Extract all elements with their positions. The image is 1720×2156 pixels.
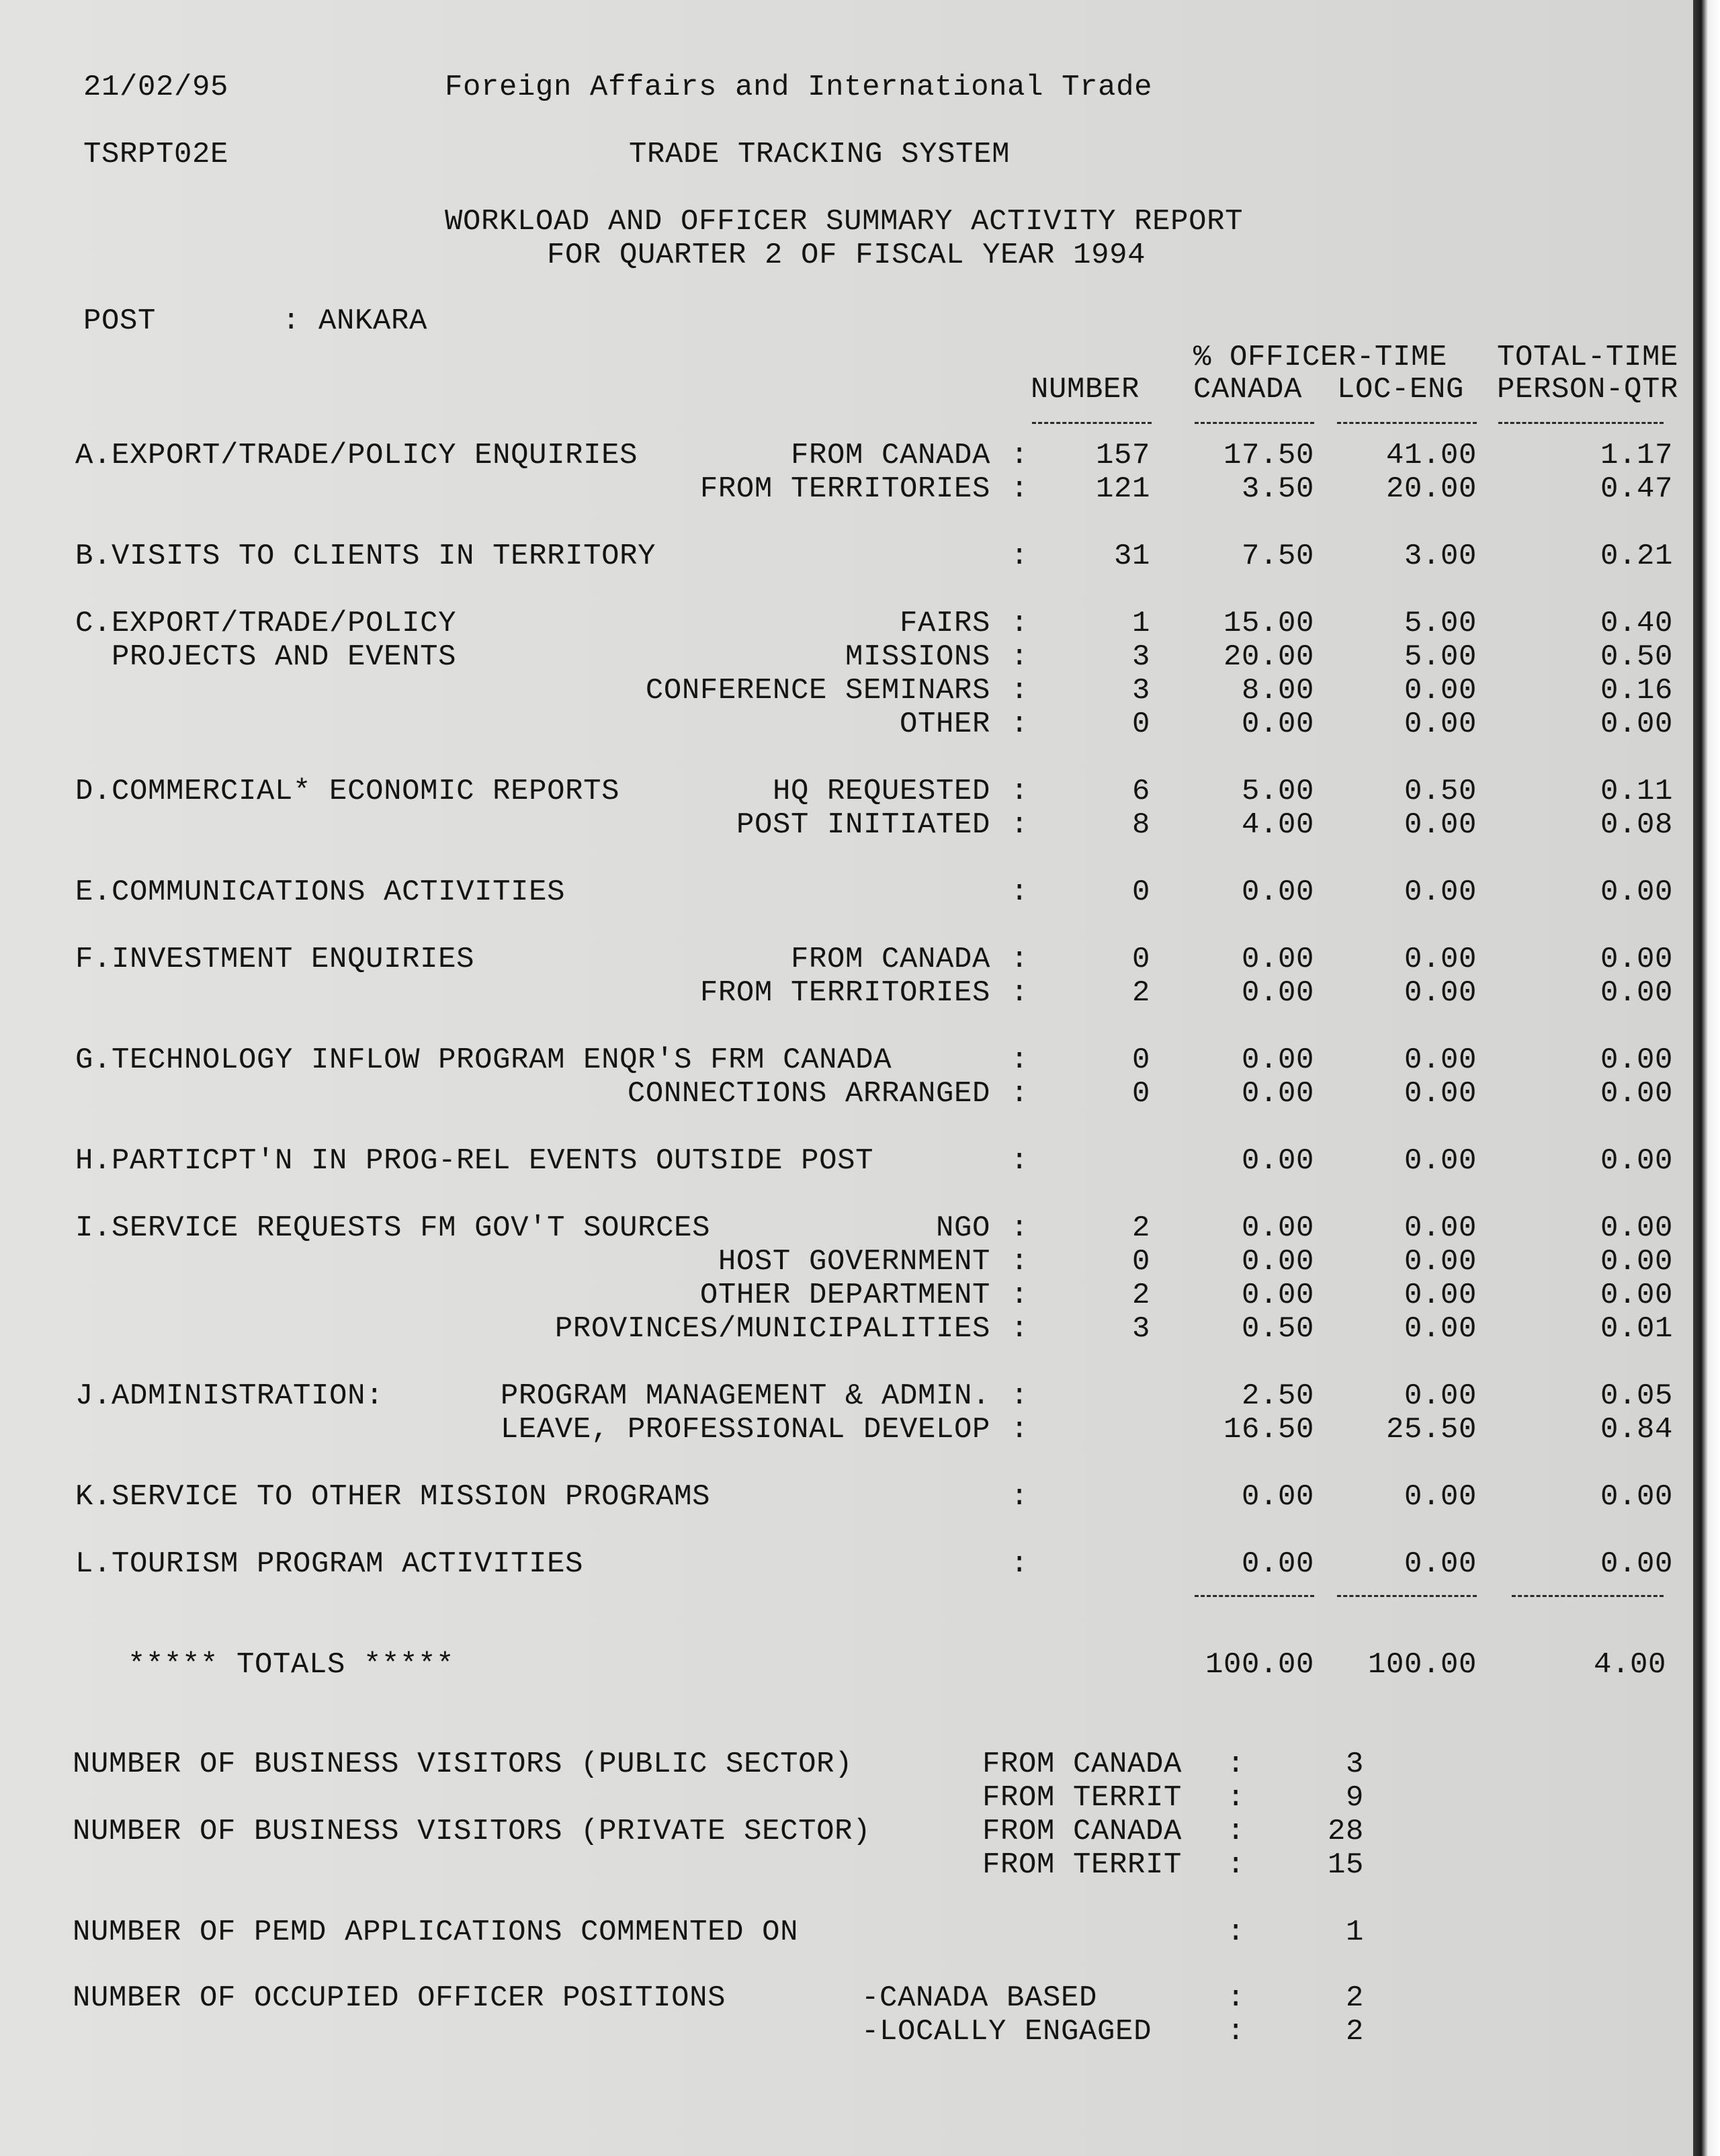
row-colon: :: [1010, 1077, 1029, 1111]
row-canada: 4.00: [1241, 808, 1314, 842]
row-label: G.TECHNOLOGY INFLOW PROGRAM ENQR'S FRM CANADA: [75, 1043, 892, 1077]
row-colon: :: [1010, 1547, 1029, 1581]
summary-value: 9: [1345, 1781, 1364, 1815]
row-sublabel: POST INITIATED: [736, 808, 990, 842]
row-loc-eng: 0.00: [1404, 1144, 1477, 1178]
row-colon: :: [1010, 943, 1029, 976]
row-sublabel: OTHER: [899, 707, 990, 741]
row-number: 2: [1131, 1211, 1150, 1245]
summary-colon: :: [1227, 2015, 1246, 2049]
summary-label: NUMBER OF BUSINESS VISITORS (PUBLIC SECTOR): [73, 1748, 853, 1781]
row-number: 0: [1131, 1043, 1150, 1077]
col-total-time: TOTAL-TIME: [1497, 341, 1679, 374]
row-colon: :: [1010, 540, 1029, 573]
row-person-qtr: 0.08: [1600, 808, 1673, 842]
row-person-qtr: 0.00: [1600, 1245, 1673, 1279]
department-name: Foreign Affairs and International Trade: [445, 71, 1153, 104]
col-canada: CANADA: [1193, 373, 1303, 406]
row-label: L.TOURISM PROGRAM ACTIVITIES: [75, 1547, 584, 1581]
row-loc-eng: 25.50: [1385, 1413, 1477, 1447]
row-number: 0: [1131, 1245, 1150, 1279]
row-label: PROJECTS AND EVENTS: [75, 640, 457, 674]
row-label: I.SERVICE REQUESTS FM GOV'T SOURCES: [75, 1211, 711, 1245]
row-loc-eng: 0.00: [1404, 1279, 1477, 1312]
row-loc-eng: 20.00: [1385, 472, 1477, 506]
row-number: 31: [1113, 540, 1150, 573]
row-person-qtr: 0.01: [1600, 1312, 1673, 1346]
row-person-qtr: 0.40: [1600, 607, 1673, 640]
row-sublabel: FROM TERRITORIES: [699, 472, 990, 506]
row-canada: 0.00: [1241, 1043, 1314, 1077]
row-canada: 5.00: [1241, 775, 1314, 808]
row-loc-eng: 0.00: [1404, 943, 1477, 976]
row-person-qtr: 0.47: [1600, 472, 1673, 506]
row-canada: 0.00: [1241, 707, 1314, 741]
row-canada: 0.00: [1241, 1480, 1314, 1514]
row-canada: 0.00: [1241, 976, 1314, 1010]
row-loc-eng: 0.00: [1404, 1480, 1477, 1514]
totals-loceng: 100.00: [1367, 1648, 1477, 1682]
row-sublabel: PROGRAM MANAGEMENT & ADMIN.: [500, 1379, 990, 1413]
row-sublabel: CONFERENCE SEMINARS: [645, 674, 990, 707]
row-number: 2: [1131, 976, 1150, 1010]
row-loc-eng: 5.00: [1404, 640, 1477, 674]
summary-sublabel: FROM TERRIT: [982, 1848, 1182, 1882]
row-label: H.PARTICPT'N IN PROG-REL EVENTS OUTSIDE POST: [75, 1144, 874, 1178]
row-label: A.EXPORT/TRADE/POLICY ENQUIRIES: [75, 439, 638, 472]
row-number: 6: [1131, 775, 1150, 808]
summary-sublabel: -LOCALLY ENGAGED: [861, 2015, 1152, 2049]
row-person-qtr: 0.16: [1600, 674, 1673, 707]
row-person-qtr: 0.00: [1600, 1043, 1673, 1077]
row-number: 2: [1131, 1279, 1150, 1312]
row-canada: 0.50: [1241, 1312, 1314, 1346]
summary-colon: :: [1227, 1748, 1246, 1781]
row-canada: 0.00: [1241, 943, 1314, 976]
row-number: 3: [1131, 640, 1150, 674]
row-canada: 0.00: [1241, 1144, 1314, 1178]
summary-colon: :: [1227, 1781, 1246, 1815]
row-canada: 20.00: [1223, 640, 1314, 674]
post-label: POST: [83, 304, 157, 338]
row-colon: :: [1010, 1279, 1029, 1312]
row-loc-eng: 0.00: [1404, 1211, 1477, 1245]
totals-rule-personqtr: [1512, 1595, 1664, 1597]
row-loc-eng: 0.00: [1404, 1312, 1477, 1346]
row-colon: :: [1010, 775, 1029, 808]
row-sublabel: HQ REQUESTED: [772, 775, 990, 808]
row-person-qtr: 0.00: [1600, 875, 1673, 909]
system-name: TRADE TRACKING SYSTEM: [629, 138, 1010, 171]
row-loc-eng: 41.00: [1385, 439, 1477, 472]
row-label: F.INVESTMENT ENQUIRIES: [75, 943, 475, 976]
row-colon: :: [1010, 1144, 1029, 1178]
col-rule-number: [1032, 422, 1152, 424]
row-colon: :: [1010, 976, 1029, 1010]
summary-value: 2: [1345, 2015, 1364, 2049]
row-canada: 2.50: [1241, 1379, 1314, 1413]
summary-colon: :: [1227, 1815, 1246, 1848]
row-canada: 0.00: [1241, 1547, 1314, 1581]
row-person-qtr: 0.11: [1600, 775, 1673, 808]
row-colon: :: [1010, 1211, 1029, 1245]
col-rule-canada: [1195, 422, 1314, 424]
row-colon: :: [1010, 808, 1029, 842]
col-rule-loceng: [1337, 422, 1477, 424]
row-number: 3: [1131, 1312, 1150, 1346]
row-colon: :: [1010, 1413, 1029, 1447]
row-colon: :: [1010, 607, 1029, 640]
row-number: 0: [1131, 875, 1150, 909]
summary-colon: :: [1227, 1848, 1246, 1882]
report-code: TSRPT02E: [83, 138, 229, 171]
row-canada: 0.00: [1241, 1211, 1314, 1245]
row-colon: :: [1010, 1480, 1029, 1514]
summary-label: NUMBER OF PEMD APPLICATIONS COMMENTED ON: [73, 1915, 799, 1949]
row-loc-eng: 0.00: [1404, 1077, 1477, 1111]
row-canada: 3.50: [1241, 472, 1314, 506]
row-colon: :: [1010, 640, 1029, 674]
row-loc-eng: 0.00: [1404, 674, 1477, 707]
row-colon: :: [1010, 674, 1029, 707]
row-sublabel: FAIRS: [899, 607, 990, 640]
row-canada: 16.50: [1223, 1413, 1314, 1447]
row-sublabel: CONNECTIONS ARRANGED: [627, 1077, 990, 1111]
summary-value: 1: [1345, 1915, 1364, 1949]
row-person-qtr: 0.00: [1600, 943, 1673, 976]
row-sublabel: FROM CANADA: [790, 943, 990, 976]
row-person-qtr: 0.21: [1600, 540, 1673, 573]
row-number: 121: [1095, 472, 1150, 506]
summary-colon: :: [1227, 1981, 1246, 2015]
row-number: 157: [1095, 439, 1150, 472]
summary-value: 2: [1345, 1981, 1364, 2015]
row-loc-eng: 0.00: [1404, 875, 1477, 909]
row-label: D.COMMERCIAL* ECONOMIC REPORTS: [75, 775, 620, 808]
row-person-qtr: 0.00: [1600, 707, 1673, 741]
row-loc-eng: 0.00: [1404, 1043, 1477, 1077]
totals-label: ***** TOTALS *****: [128, 1648, 455, 1682]
row-loc-eng: 5.00: [1404, 607, 1477, 640]
row-loc-eng: 0.50: [1404, 775, 1477, 808]
row-number: 0: [1131, 943, 1150, 976]
row-person-qtr: 0.00: [1600, 1144, 1673, 1178]
row-sublabel: NGO: [935, 1211, 990, 1245]
row-colon: :: [1010, 439, 1029, 472]
row-number: 1: [1131, 607, 1150, 640]
row-colon: :: [1010, 1379, 1029, 1413]
row-label: C.EXPORT/TRADE/POLICY: [75, 607, 457, 640]
row-number: 3: [1131, 674, 1150, 707]
row-loc-eng: 0.00: [1404, 1547, 1477, 1581]
col-person-qtr: PERSON-QTR: [1497, 373, 1679, 406]
report-date: 21/02/95: [83, 71, 229, 104]
row-sublabel: HOST GOVERNMENT: [718, 1245, 990, 1279]
row-colon: :: [1010, 1245, 1029, 1279]
summary-sublabel: FROM CANADA: [982, 1815, 1182, 1848]
row-colon: :: [1010, 1043, 1029, 1077]
row-loc-eng: 0.00: [1404, 1379, 1477, 1413]
row-sublabel: PROVINCES/MUNICIPALITIES: [554, 1312, 990, 1346]
row-person-qtr: 0.05: [1600, 1379, 1673, 1413]
row-colon: :: [1010, 707, 1029, 741]
row-sublabel: OTHER DEPARTMENT: [699, 1279, 990, 1312]
col-officer-time: % OFFICER-TIME: [1193, 341, 1448, 374]
row-sublabel: FROM TERRITORIES: [699, 976, 990, 1010]
scanner-edge: [1693, 0, 1720, 2156]
summary-value: 28: [1327, 1815, 1364, 1848]
row-sublabel: LEAVE, PROFESSIONAL DEVELOP: [500, 1413, 990, 1447]
summary-label: NUMBER OF BUSINESS VISITORS (PRIVATE SECTOR): [73, 1815, 871, 1848]
totals-person-qtr: 4.00: [1593, 1648, 1666, 1682]
row-loc-eng: 0.00: [1404, 707, 1477, 741]
row-canada: 0.00: [1241, 1279, 1314, 1312]
row-canada: 0.00: [1241, 1077, 1314, 1111]
row-sublabel: MISSIONS: [845, 640, 990, 674]
summary-colon: :: [1227, 1915, 1246, 1949]
summary-value: 3: [1345, 1748, 1364, 1781]
summary-value: 15: [1327, 1848, 1364, 1882]
row-number: 0: [1131, 707, 1150, 741]
post-value: : ANKARA: [282, 304, 428, 338]
row-loc-eng: 0.00: [1404, 1245, 1477, 1279]
col-number: NUMBER: [1031, 373, 1140, 406]
row-canada: 7.50: [1241, 540, 1314, 573]
row-person-qtr: 0.84: [1600, 1413, 1673, 1447]
totals-canada: 100.00: [1205, 1648, 1314, 1682]
row-person-qtr: 0.00: [1600, 1480, 1673, 1514]
col-rule-personqtr: [1498, 422, 1664, 424]
summary-sublabel: FROM TERRIT: [982, 1781, 1182, 1815]
row-label: B.VISITS TO CLIENTS IN TERRITORY: [75, 540, 656, 573]
row-person-qtr: 0.00: [1600, 1547, 1673, 1581]
summary-sublabel: -CANADA BASED: [861, 1981, 1098, 2015]
row-person-qtr: 0.50: [1600, 640, 1673, 674]
summary-sublabel: FROM CANADA: [982, 1748, 1182, 1781]
row-label: J.ADMINISTRATION:: [75, 1379, 384, 1413]
row-canada: 15.00: [1223, 607, 1314, 640]
row-number: 8: [1131, 808, 1150, 842]
totals-rule-canada: [1195, 1595, 1314, 1597]
row-person-qtr: 0.00: [1600, 1211, 1673, 1245]
row-colon: :: [1010, 472, 1029, 506]
row-colon: :: [1010, 875, 1029, 909]
row-canada: 0.00: [1241, 1245, 1314, 1279]
row-label: E.COMMUNICATIONS ACTIVITIES: [75, 875, 566, 909]
row-colon: :: [1010, 1312, 1029, 1346]
summary-label: NUMBER OF OCCUPIED OFFICER POSITIONS: [73, 1981, 726, 2015]
report-title: WORKLOAD AND OFFICER SUMMARY ACTIVITY REPORT: [445, 205, 1244, 239]
row-canada: 17.50: [1223, 439, 1314, 472]
row-number: 0: [1131, 1077, 1150, 1111]
col-loc-eng: LOC-ENG: [1337, 373, 1465, 406]
report-subtitle: FOR QUARTER 2 OF FISCAL YEAR 1994: [547, 239, 1146, 272]
totals-rule-loceng: [1337, 1595, 1477, 1597]
row-loc-eng: 0.00: [1404, 976, 1477, 1010]
row-canada: 0.00: [1241, 875, 1314, 909]
row-person-qtr: 0.00: [1600, 976, 1673, 1010]
row-person-qtr: 0.00: [1600, 1279, 1673, 1312]
row-person-qtr: 0.00: [1600, 1077, 1673, 1111]
row-label: K.SERVICE TO OTHER MISSION PROGRAMS: [75, 1480, 711, 1514]
row-person-qtr: 1.17: [1600, 439, 1673, 472]
row-loc-eng: 0.00: [1404, 808, 1477, 842]
row-canada: 8.00: [1241, 674, 1314, 707]
row-sublabel: FROM CANADA: [790, 439, 990, 472]
row-loc-eng: 3.00: [1404, 540, 1477, 573]
